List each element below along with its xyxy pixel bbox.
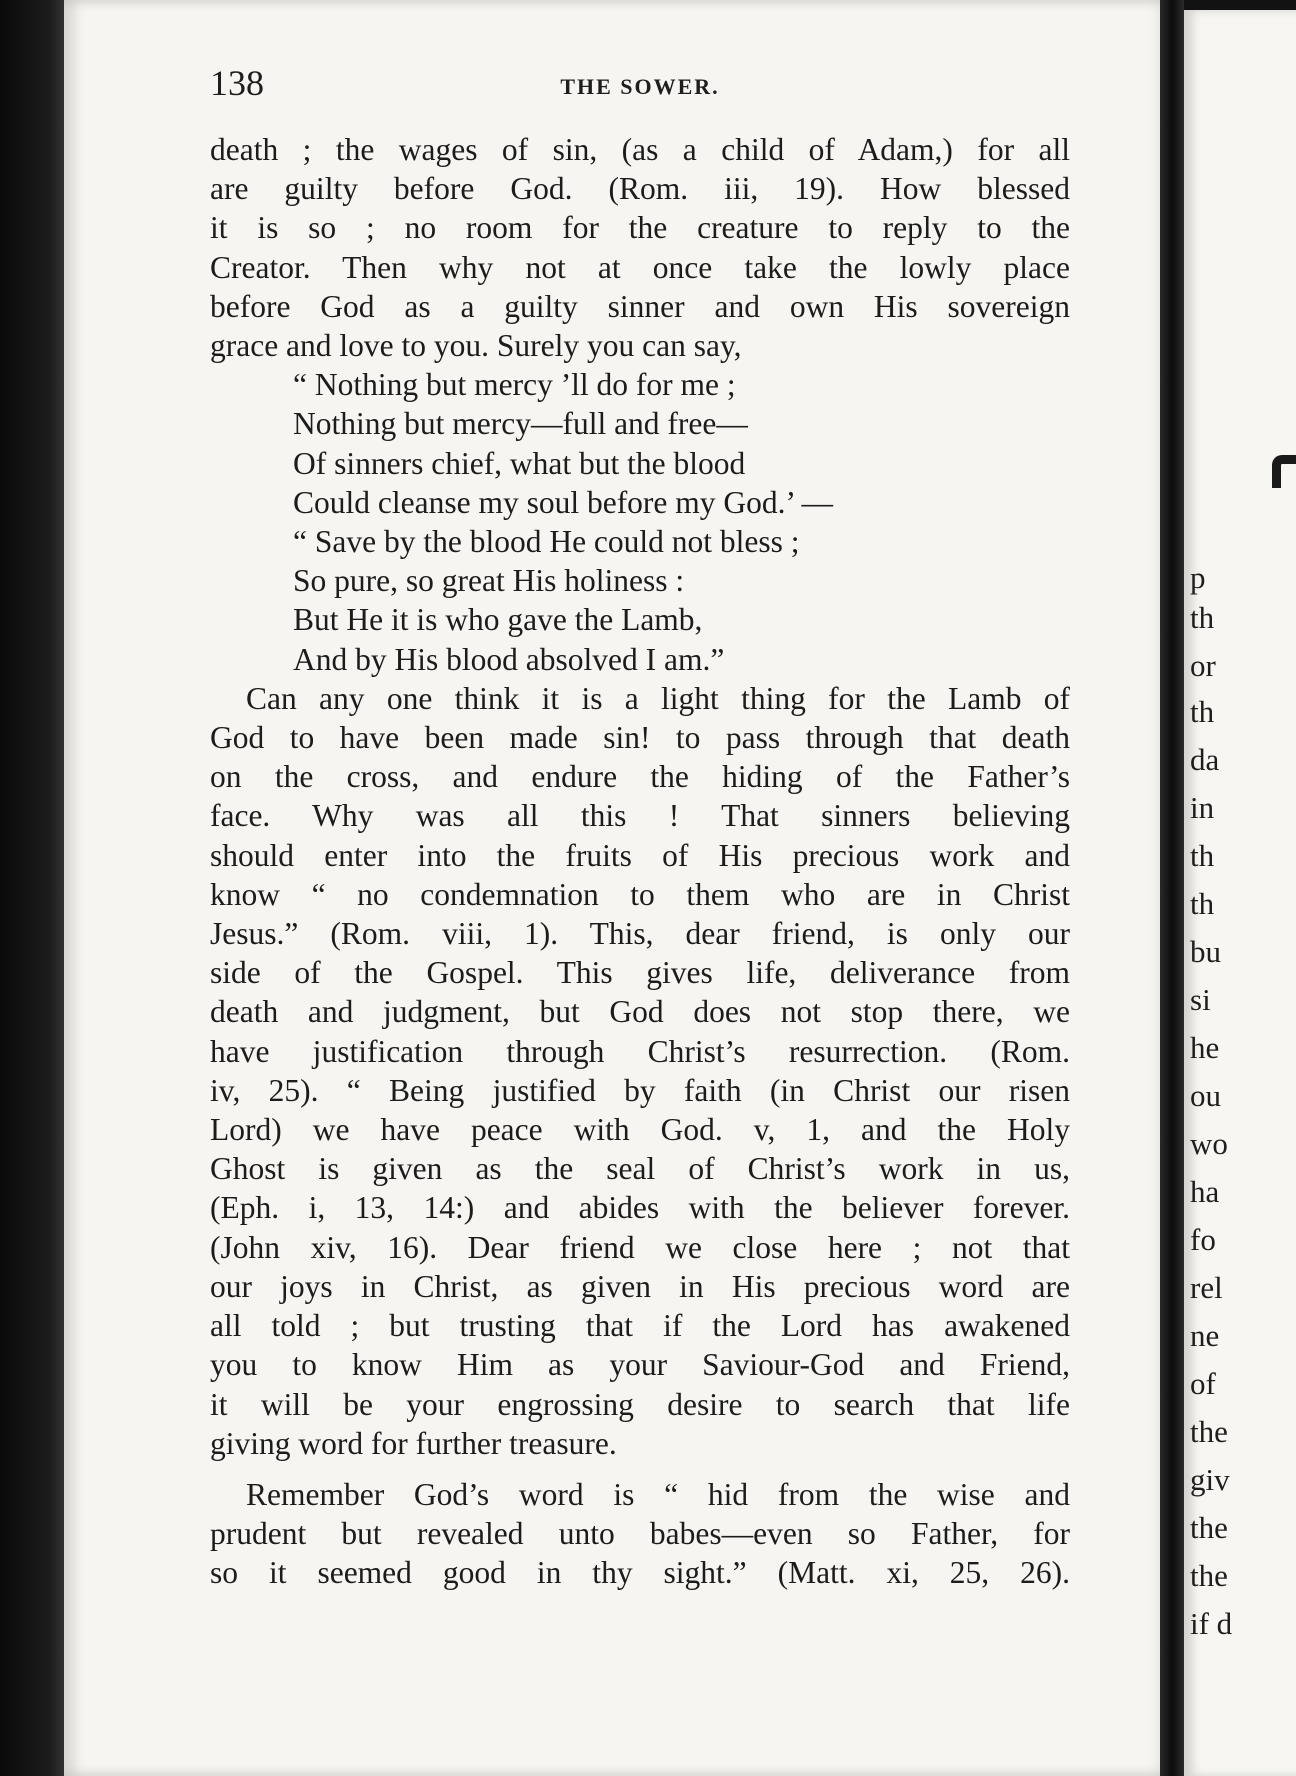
facing-text-fragment: th	[1190, 838, 1215, 873]
facing-text-fragment: he	[1190, 1030, 1220, 1065]
facing-text-fragment: if d	[1190, 1606, 1233, 1641]
running-title: THE SOWER.	[560, 74, 720, 99]
text-line: God to have been made sin! to pass through that death	[210, 720, 1070, 756]
text-line: death ; the wages of sin, (as a child of Adam,) for all	[210, 132, 1070, 167]
text-line: you to know Him as your Saviour-God and Friend,	[210, 1347, 1070, 1383]
verse-line: Of sinners chief, what but the blood	[293, 445, 746, 481]
text-line: (Eph. i, 13, 14:) and abides with the believer forever.	[210, 1190, 1070, 1226]
facing-text-fragment: rel	[1190, 1270, 1223, 1305]
text-line: should enter into the fruits of His precious work and	[210, 837, 1070, 873]
page-body-text	[210, 130, 1070, 1593]
page-number: 138	[210, 63, 264, 103]
text-line: all told ; but trusting that if the Lord has awakened	[210, 1308, 1070, 1344]
facing-text-fragment: si	[1190, 982, 1211, 1017]
facing-text-fragment: the	[1190, 1510, 1228, 1545]
facing-text-fragment: ha	[1190, 1174, 1220, 1209]
verse-line: Could cleanse my soul before my God.’ —	[293, 484, 834, 520]
text-line: Ghost is given as the seal of Christ’s work in us,	[210, 1151, 1070, 1187]
text-line: iv, 25). “ Being justified by faith (in Christ our risen	[210, 1072, 1070, 1108]
text-line: (John xiv, 16). Dear friend we close here ; not that	[210, 1229, 1070, 1265]
text-line: giving word for further treasure.	[210, 1425, 617, 1461]
facing-text-fragment: or	[1190, 648, 1216, 683]
paragraph-first-line: Can any one think it is a light thing for the Lamb of	[246, 680, 1070, 716]
facing-text-fragment: in	[1190, 790, 1215, 825]
verse-line: But He it is who gave the Lamb,	[293, 602, 703, 638]
facing-text-fragment: giv	[1190, 1462, 1230, 1497]
scan-left-border	[0, 0, 70, 1776]
facing-text-fragment: th	[1190, 694, 1215, 729]
text-line: Creator. Then why not at once take the lowly place	[210, 249, 1070, 285]
facing-text-fragment: fo	[1190, 1222, 1216, 1257]
facing-text-fragment: da	[1190, 742, 1220, 777]
text-line: have justification through Christ’s resurrection. (Rom.	[210, 1033, 1070, 1069]
text-line: it will be your engrossing desire to search that life	[210, 1386, 1070, 1422]
verse-line: “ Save by the blood He could not bless ;	[293, 524, 800, 560]
facing-text-fragment: bu	[1190, 934, 1221, 969]
text-line: are guilty before God. (Rom. iii, 19). How blessed	[210, 171, 1070, 207]
facing-text-fragment: of	[1190, 1366, 1216, 1401]
verse-line: “ Nothing but mercy ’ll do for me ;	[293, 367, 736, 403]
text-line: face. Why was all this ! That sinners believing	[210, 798, 1070, 834]
text-line: Lord) we have peace with God. v, 1, and the Holy	[210, 1112, 1070, 1148]
facing-text-fragment: p	[1190, 560, 1206, 595]
text-line: grace and love to you. Surely you can say,	[210, 328, 742, 364]
text-line: before God as a guilty sinner and own His sovereign	[210, 288, 1070, 324]
paragraph-first-line: Remember God’s word is “ hid from the wise and	[246, 1476, 1070, 1512]
verse-line: Nothing but mercy—full and free—	[293, 406, 748, 442]
book-gutter	[1160, 0, 1184, 1776]
verse-line: So pure, so great His holiness :	[293, 563, 685, 599]
facing-text-fragment: th	[1190, 886, 1215, 921]
text-line: it is so ; no room for the creature to reply to the	[210, 210, 1070, 246]
text-line: prudent but revealed unto babes—even so Father, for	[210, 1516, 1070, 1552]
text-line: so it seemed good in thy sight.” (Matt. xi, 25, 26).	[210, 1555, 1070, 1591]
facing-text-fragment: the	[1190, 1558, 1228, 1593]
text-line: our joys in Christ, as given in His precious word are	[210, 1268, 1070, 1304]
facing-text-fragment: ne	[1190, 1318, 1220, 1353]
text-line: death and judgment, but God does not stop there, we	[210, 994, 1070, 1030]
text-line: side of the Gospel. This gives life, deliverance from	[210, 955, 1070, 991]
facing-page-text	[1184, 0, 1296, 1776]
verse-line: And by His blood absolved I am.”	[293, 641, 725, 677]
text-line: on the cross, and endure the hiding of the Father’s	[210, 759, 1070, 795]
facing-text-fragment: th	[1190, 600, 1215, 635]
facing-text-fragment: the	[1190, 1414, 1228, 1449]
facing-text-fragment: ou	[1190, 1078, 1221, 1113]
text-line: know “ no condemnation to them who are in Christ	[210, 876, 1070, 912]
text-line: Jesus.” (Rom. viii, 1). This, dear friend, is only our	[210, 916, 1070, 952]
facing-text-fragment: wo	[1190, 1126, 1228, 1161]
running-head	[210, 62, 1070, 112]
